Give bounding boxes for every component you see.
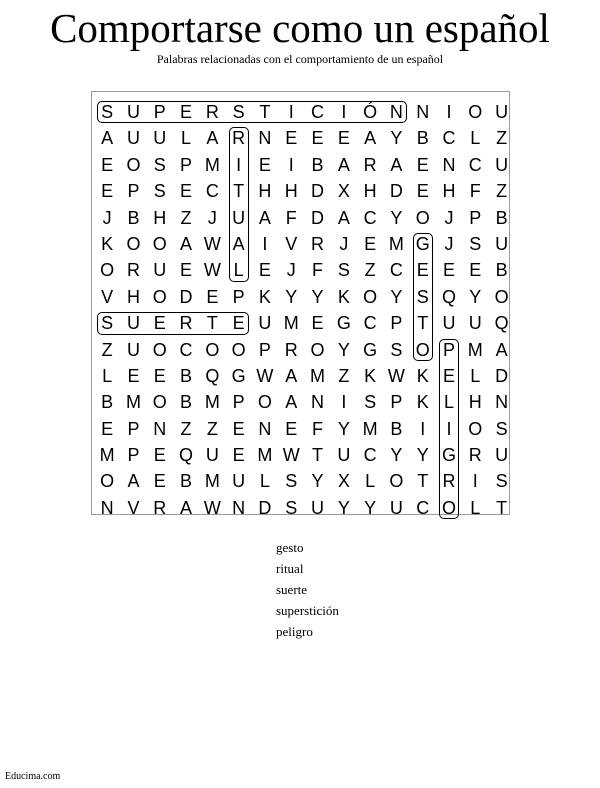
grid-letter: A — [180, 233, 193, 254]
grid-letter: Z — [338, 365, 350, 386]
grid-letter: S — [390, 339, 403, 360]
grid-letter: M — [99, 445, 115, 466]
grid-row — [94, 231, 515, 257]
grid-letter: U — [495, 445, 509, 466]
grid-letter: L — [181, 128, 192, 149]
grid-letter: I — [341, 102, 347, 122]
grid-letter: U — [205, 445, 219, 466]
grid-letter: N — [100, 497, 114, 518]
grid-letter: U — [232, 207, 246, 228]
grid-letter: O — [100, 260, 115, 281]
footer-credit: Educima.com — [5, 771, 61, 782]
grid-letter: O — [152, 233, 167, 254]
grid-letter: H — [153, 207, 167, 228]
grid-letter: B — [101, 392, 114, 413]
grid-letter: A — [232, 233, 245, 254]
grid-letter: O — [468, 102, 483, 122]
highlight-supersticion — [97, 101, 407, 123]
grid-letter: A — [258, 207, 271, 228]
grid-letter: M — [467, 339, 483, 360]
grid-letter: F — [285, 207, 297, 228]
grid-letter: E — [285, 418, 298, 439]
grid-letter: G — [442, 445, 457, 466]
grid-letter: M — [310, 365, 326, 386]
grid-letter: E — [101, 181, 114, 202]
grid-letter: I — [472, 471, 478, 492]
grid-letter: W — [203, 260, 221, 281]
grid-letter: K — [416, 392, 429, 413]
grid-letter: Z — [496, 128, 508, 149]
grid-letter: T — [206, 313, 218, 334]
grid-letter: E — [180, 181, 193, 202]
grid-letter: E — [311, 313, 324, 334]
grid-letter: M — [362, 418, 378, 439]
grid-letter: N — [311, 392, 325, 413]
word-list — [276, 537, 339, 642]
grid-letter: I — [446, 418, 452, 439]
grid-letter: M — [388, 233, 404, 254]
grid-letter: N — [416, 102, 430, 122]
grid-letter: N — [495, 392, 509, 413]
grid-letter: O — [415, 207, 430, 228]
grid-letter: A — [206, 128, 219, 149]
grid-letter: Y — [364, 497, 377, 518]
grid-letter: W — [203, 233, 221, 254]
grid-letter: C — [363, 445, 377, 466]
grid-letter: C — [179, 339, 193, 360]
grid-letter: B — [180, 365, 193, 386]
grid-letter: D — [179, 286, 193, 307]
highlight-suerte — [97, 312, 249, 334]
grid-letter: U — [153, 128, 167, 149]
grid-letter: K — [101, 233, 114, 254]
grid-letter: P — [390, 313, 403, 334]
grid-letter: V — [127, 497, 140, 518]
grid-letter: L — [102, 365, 113, 386]
grid-letter: W — [282, 445, 300, 466]
grid-letter: I — [288, 154, 294, 175]
grid-letter: L — [259, 471, 270, 492]
grid-letter: I — [236, 154, 242, 175]
grid-letter: L — [444, 392, 455, 413]
grid-letter: E — [153, 445, 166, 466]
grid-letter: P — [180, 154, 193, 175]
grid-letter: G — [363, 339, 378, 360]
grid-letter: F — [312, 260, 324, 281]
grid-letter: K — [258, 286, 271, 307]
grid-letter: Z — [101, 339, 113, 360]
grid-letter: Y — [285, 286, 298, 307]
grid-letter: R — [153, 497, 167, 518]
grid-letter: U — [232, 471, 246, 492]
grid-letter: Y — [337, 418, 350, 439]
grid-letter: Y — [390, 286, 403, 307]
grid-letter: S — [495, 471, 508, 492]
grid-letter: M — [204, 154, 220, 175]
grid-letter: Q — [494, 313, 509, 334]
grid-letter: O — [126, 154, 141, 175]
grid-letter: E — [285, 128, 298, 149]
grid-letter: H — [442, 181, 456, 202]
grid-letter: H — [363, 181, 377, 202]
grid-letter: J — [207, 207, 217, 228]
grid-letter: S — [153, 181, 166, 202]
grid-letter: Z — [180, 207, 192, 228]
grid-letter: E — [258, 154, 271, 175]
grid-letter: E — [153, 313, 166, 334]
grid-letter: B — [127, 207, 140, 228]
highlight-gesto — [413, 233, 433, 361]
grid-letter: C — [311, 102, 325, 122]
grid-letter: U — [389, 497, 403, 518]
grid-letter: M — [204, 471, 220, 492]
grid-letter: H — [284, 181, 298, 202]
grid-letter: H — [126, 286, 140, 307]
grid-letter: E — [443, 365, 456, 386]
grid-letter: O — [126, 233, 141, 254]
grid-letter: R — [126, 260, 140, 281]
grid-letter: O — [152, 286, 167, 307]
grid-letter: I — [262, 233, 268, 254]
grid-letter: P — [469, 207, 482, 228]
grid-letter: L — [365, 471, 376, 492]
grid-letter: R — [232, 128, 246, 149]
grid-letter: R — [311, 233, 325, 254]
grid-letter: Y — [390, 445, 403, 466]
grid-letter: B — [416, 128, 429, 149]
grid-letter: R — [179, 313, 193, 334]
grid-letter: E — [469, 260, 482, 281]
grid-letter: S — [101, 313, 114, 334]
grid-letter: E — [416, 154, 429, 175]
grid-letter: F — [469, 181, 481, 202]
grid-row — [94, 178, 515, 204]
grid-letter: S — [101, 102, 114, 122]
grid-letter: Z — [364, 260, 376, 281]
grid-letter: E — [311, 128, 324, 149]
grid-letter: C — [363, 207, 377, 228]
grid-letter: E — [443, 260, 456, 281]
grid-letter: U — [337, 445, 351, 466]
grid-letter: E — [416, 181, 429, 202]
grid-letter: R — [442, 471, 456, 492]
grid-letter: U — [126, 313, 140, 334]
grid-letter: N — [258, 128, 272, 149]
word-list-item: peligro — [276, 624, 313, 639]
grid-letter: E — [180, 260, 193, 281]
grid-letter: U — [495, 102, 509, 122]
grid-letter: E — [232, 313, 245, 334]
grid-letter: D — [389, 181, 403, 202]
grid-letter: D — [311, 181, 325, 202]
grid-letter: J — [339, 233, 349, 254]
grid-letter: O — [152, 392, 167, 413]
grid-letter: U — [258, 313, 272, 334]
grid-letter: Q — [442, 286, 457, 307]
grid-letter: S — [285, 471, 298, 492]
word-list-item: ritual — [276, 561, 304, 576]
grid-letter: L — [233, 260, 244, 281]
grid-letter: G — [231, 365, 246, 386]
grid-letter: O — [152, 339, 167, 360]
grid-letter: N — [232, 497, 246, 518]
grid-letter: Y — [390, 207, 403, 228]
grid-letter: Z — [206, 418, 218, 439]
grid-letter: S — [337, 260, 350, 281]
grid-letter: O — [442, 497, 457, 518]
grid-letter: S — [285, 497, 298, 518]
grid-letter: W — [256, 365, 274, 386]
grid-letter: L — [470, 497, 481, 518]
grid-letter: I — [420, 418, 426, 439]
grid-letter: C — [389, 260, 403, 281]
grid-letter: Y — [311, 286, 324, 307]
grid-letter: O — [363, 286, 378, 307]
grid-letter: V — [285, 233, 298, 254]
grid-letter: E — [206, 286, 219, 307]
grid-letter: G — [415, 233, 430, 254]
grid-letter: E — [101, 418, 114, 439]
grid-letter: J — [444, 207, 454, 228]
grid-letter: E — [416, 260, 429, 281]
grid-letter: X — [337, 181, 350, 202]
grid-row — [94, 125, 515, 151]
grid-letter: U — [495, 154, 509, 175]
grid-letter: D — [495, 365, 509, 386]
grid-letter: C — [468, 154, 482, 175]
highlight-peligro — [439, 339, 459, 520]
page-title: Comportarse como un español — [50, 5, 550, 51]
grid-letter: S — [495, 418, 508, 439]
grid-letter: Y — [337, 497, 350, 518]
grid-letter: E — [337, 128, 350, 149]
page-subtitle: Palabras relacionadas con el comportamiento de un español — [156, 52, 444, 66]
grid-letter: J — [286, 260, 296, 281]
grid-letter: E — [153, 471, 166, 492]
grid-letter: A — [390, 154, 403, 175]
grid-letter: T — [233, 181, 245, 202]
grid-letter: F — [312, 418, 324, 439]
grid-letter: K — [364, 365, 377, 386]
grid-letter: G — [336, 313, 351, 334]
grid-letter: H — [468, 392, 482, 413]
grid-row — [94, 152, 515, 178]
grid-letter: P — [127, 418, 140, 439]
grid-letter: J — [444, 233, 454, 254]
grid-letter: A — [285, 365, 298, 386]
grid-letter: B — [311, 154, 324, 175]
grid-letter: A — [285, 392, 298, 413]
grid-letter: U — [495, 233, 509, 254]
grid-letter: P — [153, 102, 166, 122]
grid-letter: Y — [469, 286, 482, 307]
grid-letter: U — [126, 102, 140, 122]
grid-letter: W — [387, 365, 405, 386]
grid-letter: O — [310, 339, 325, 360]
grid-letter: U — [153, 260, 167, 281]
grid-letter: S — [469, 233, 482, 254]
grid-letter: J — [102, 207, 112, 228]
grid-letter: M — [257, 445, 273, 466]
grid-letter: A — [101, 128, 114, 149]
grid-letter: V — [101, 286, 114, 307]
grid-letter: N — [389, 102, 403, 122]
grid-letter: I — [446, 102, 452, 122]
grid-letter: C — [205, 181, 219, 202]
grid-letter: Y — [337, 339, 350, 360]
grid-letter: E — [127, 365, 140, 386]
grid-row — [94, 257, 515, 283]
grid-letter: E — [180, 102, 193, 122]
grid-letter: W — [203, 497, 221, 518]
grid-letter: E — [153, 365, 166, 386]
grid-letter: U — [442, 313, 456, 334]
grid-letter: M — [283, 313, 299, 334]
grid-letter: Y — [416, 445, 429, 466]
grid-letter: U — [311, 497, 325, 518]
grid-letter: L — [470, 128, 481, 149]
grid-letter: E — [232, 445, 245, 466]
grid-letter: D — [311, 207, 325, 228]
grid-letter: O — [257, 392, 272, 413]
grid-letter: C — [363, 313, 377, 334]
grid-letter: Z — [496, 181, 508, 202]
grid-letter: B — [390, 418, 403, 439]
grid-letter: E — [232, 418, 245, 439]
grid-letter: D — [258, 497, 272, 518]
grid-letter: Q — [205, 365, 220, 386]
grid-letter: K — [337, 286, 350, 307]
grid-letter: N — [258, 418, 272, 439]
grid-letter: M — [125, 392, 141, 413]
grid-letter: O — [389, 471, 404, 492]
grid-letter: T — [312, 445, 324, 466]
grid-letter: R — [284, 339, 298, 360]
grid-letter: A — [495, 339, 508, 360]
highlight-ritual — [229, 127, 249, 281]
grid-letter: Y — [390, 128, 403, 149]
grid-letter: P — [390, 392, 403, 413]
grid-letter: Z — [180, 418, 192, 439]
grid-letter: Q — [179, 445, 194, 466]
grid-letter: Ó — [363, 102, 378, 122]
grid-letter: T — [496, 497, 508, 518]
grid-letter: B — [180, 392, 193, 413]
grid-letter: E — [101, 154, 114, 175]
grid-letter: R — [468, 445, 482, 466]
word-list-item: superstición — [276, 603, 339, 618]
grid-letter: O — [415, 339, 430, 360]
grid-letter: B — [180, 471, 193, 492]
grid-letter: U — [126, 339, 140, 360]
grid-letter: K — [416, 365, 429, 386]
grid-letter: A — [364, 128, 377, 149]
grid-letter: I — [288, 102, 294, 122]
grid-letter: H — [258, 181, 272, 202]
grid-letter: T — [259, 102, 271, 122]
grid-letter: S — [416, 286, 429, 307]
grid-letter: R — [363, 154, 377, 175]
grid-letter: E — [258, 260, 271, 281]
grid-letter: A — [127, 471, 140, 492]
grid-letter: C — [442, 128, 456, 149]
grid-letter: P — [127, 181, 140, 202]
grid-letter: S — [232, 102, 245, 122]
grid-letter: L — [470, 365, 481, 386]
grid-letter: R — [205, 102, 219, 122]
grid-letter: T — [417, 313, 429, 334]
grid-letter: A — [180, 497, 193, 518]
grid-letter: P — [443, 339, 456, 360]
grid-letter: P — [258, 339, 271, 360]
word-list-item: suerte — [276, 582, 308, 597]
grid-letter: N — [153, 418, 167, 439]
grid-letter: U — [126, 128, 140, 149]
grid-letter: X — [337, 471, 350, 492]
grid-letter: P — [232, 286, 245, 307]
word-list-item: gesto — [276, 540, 304, 555]
grid-letter: S — [153, 154, 166, 175]
grid-letter: Y — [311, 471, 324, 492]
grid-letter: C — [416, 497, 430, 518]
grid-letter: U — [468, 313, 482, 334]
grid-letter: O — [205, 339, 220, 360]
grid-letter: O — [100, 471, 115, 492]
grid-letter: T — [417, 471, 429, 492]
grid-letter: M — [204, 392, 220, 413]
grid-letter: E — [364, 233, 377, 254]
grid-letter: S — [364, 392, 377, 413]
grid-letter: B — [495, 260, 508, 281]
grid-letter: A — [337, 207, 350, 228]
grid-letter: N — [442, 154, 456, 175]
grid-letter: P — [127, 445, 140, 466]
grid-letter: A — [337, 154, 350, 175]
grid-row — [94, 284, 515, 310]
grid-letter: O — [494, 286, 509, 307]
grid-letter: O — [231, 339, 246, 360]
grid-letter: I — [341, 392, 347, 413]
grid-letter: O — [468, 418, 483, 439]
grid-letter: B — [495, 207, 508, 228]
grid-row — [94, 205, 515, 231]
grid-letter: P — [232, 392, 245, 413]
